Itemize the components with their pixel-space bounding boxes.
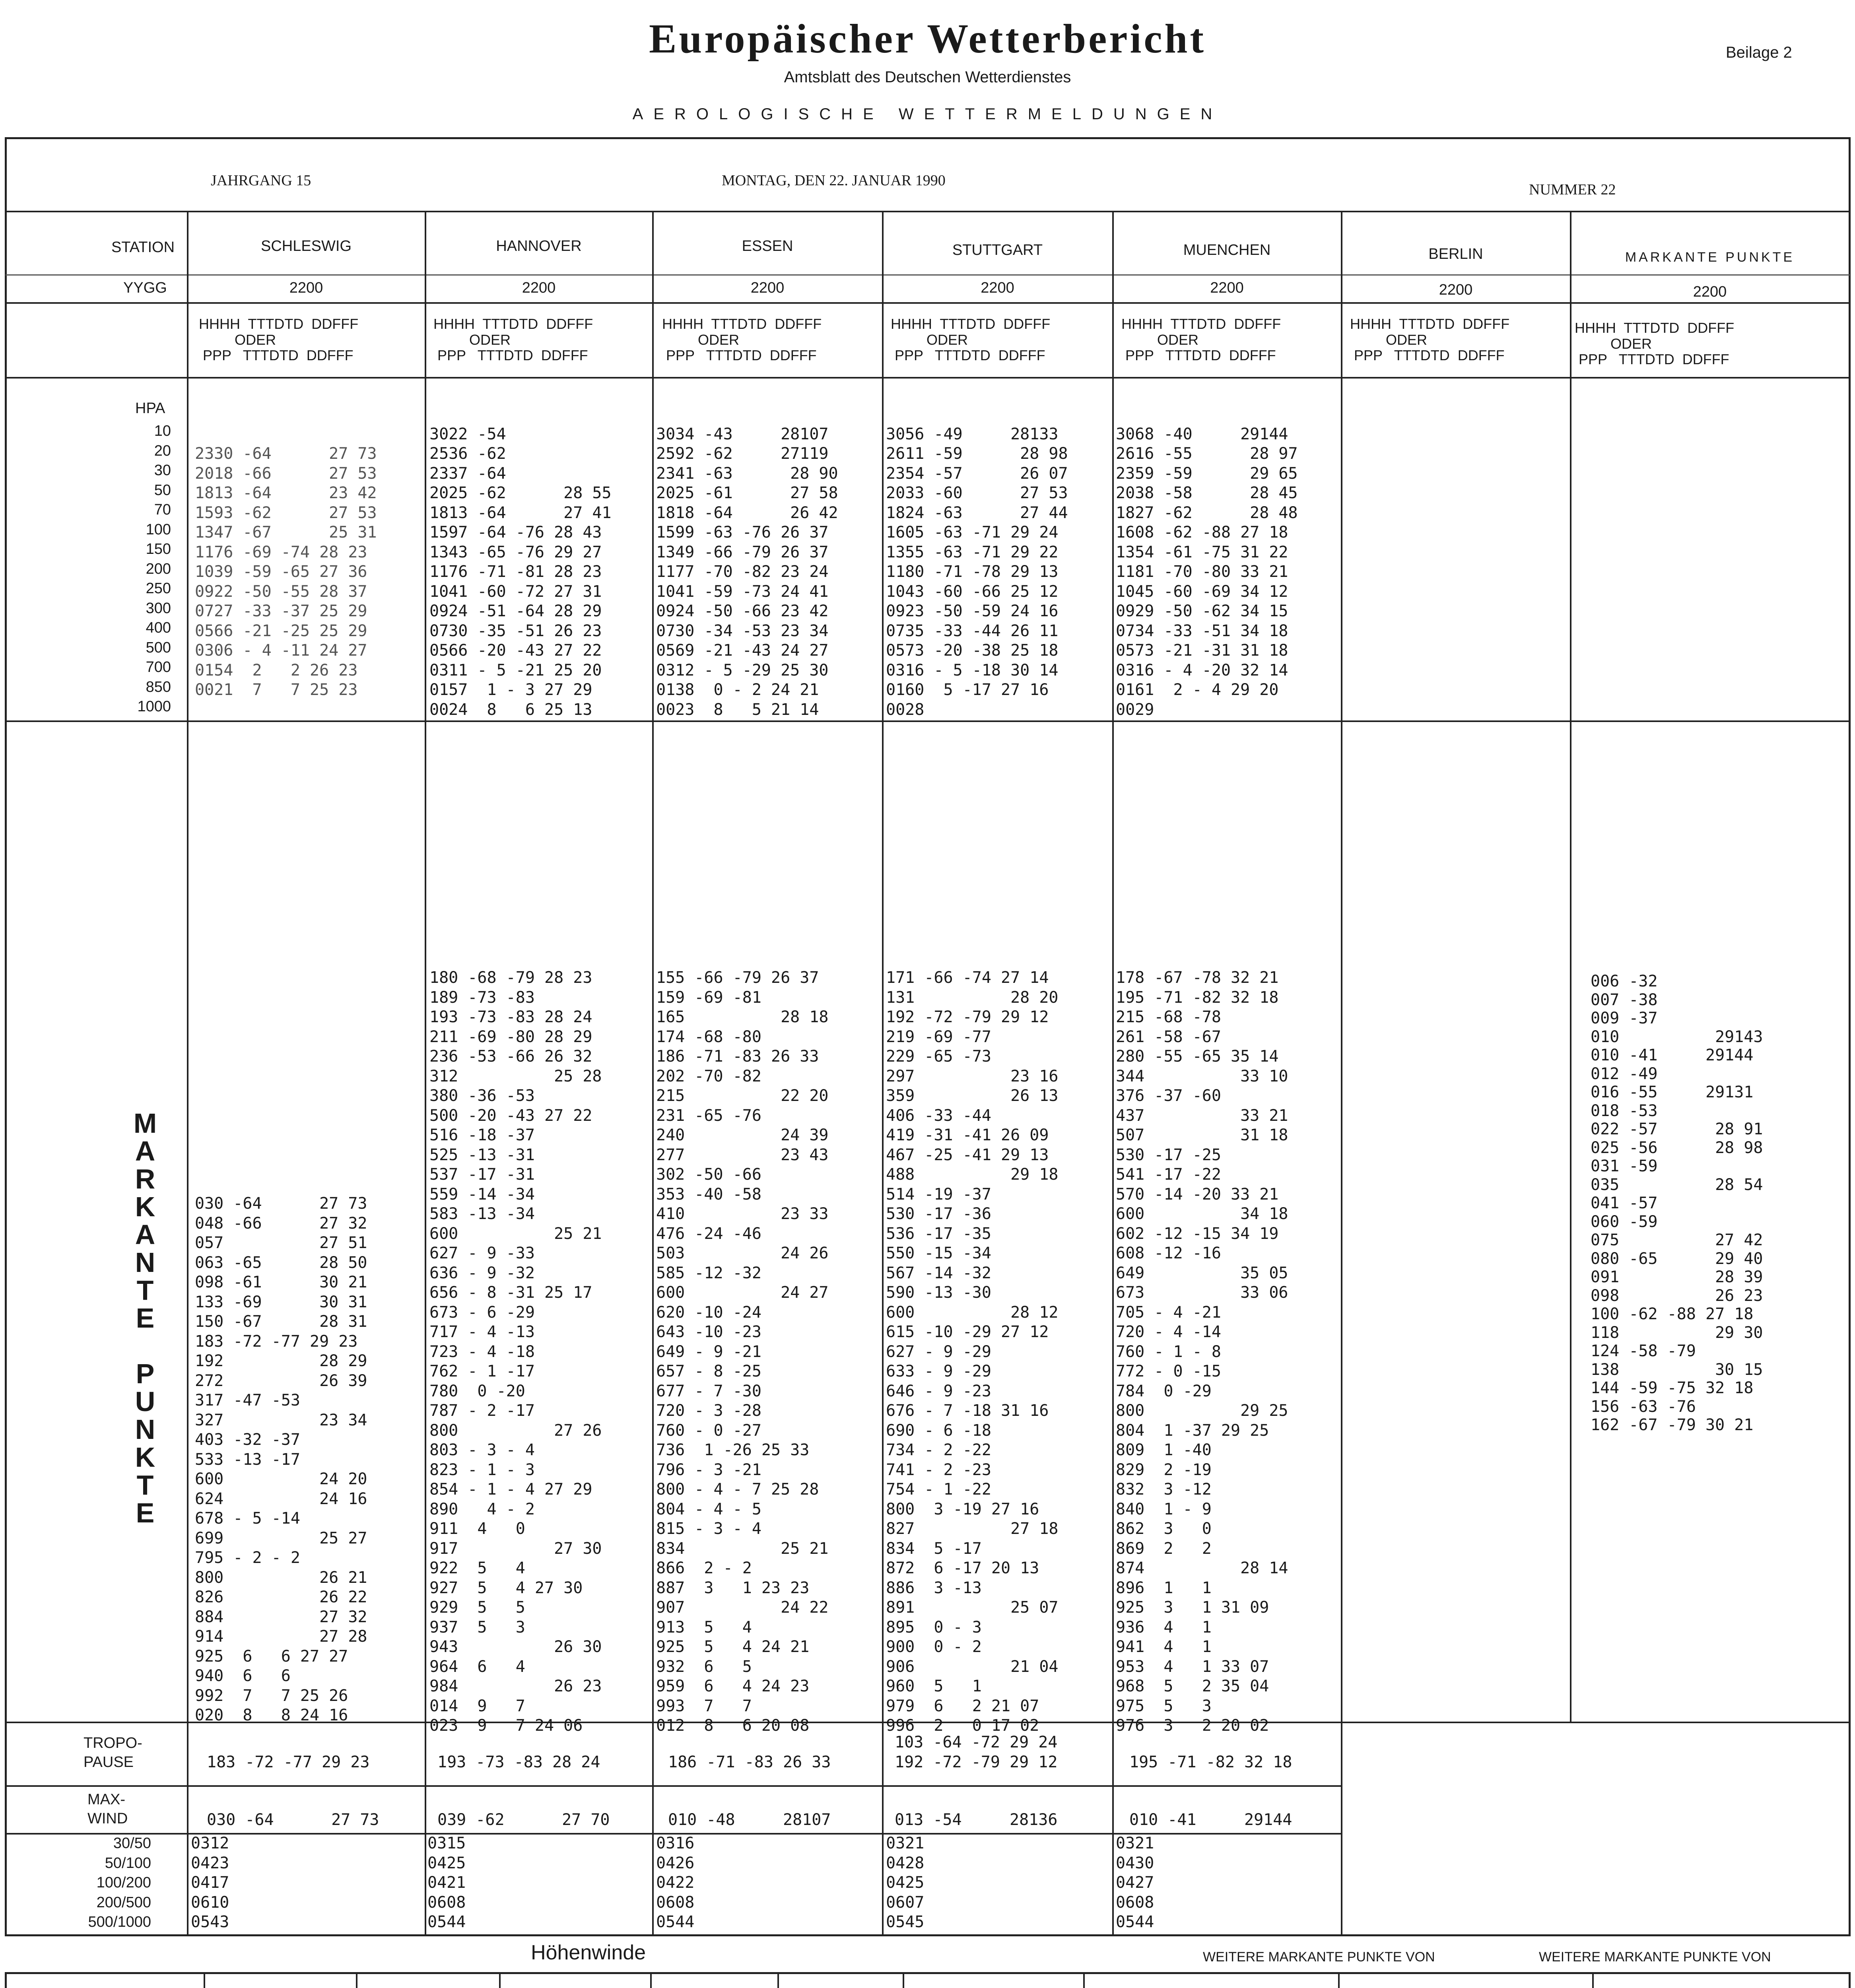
column-header-schleswig: HHHH TTTDTD DDFFF ODER PPP TTTDTD DDFFF xyxy=(199,316,359,364)
report-subtitle: Amtsblatt des Deutschen Wetterdienstes xyxy=(784,68,1071,86)
tropopause-schleswig: 183 -72 -77 29 23 xyxy=(207,1753,370,1771)
lower-col-divider-5 xyxy=(777,1973,779,1988)
lower-col-divider-9 xyxy=(1592,1973,1594,1988)
lower-table-frame xyxy=(5,1972,1851,1988)
tropopause-label: TROPO- PAUSE xyxy=(84,1735,142,1771)
col-divider-1 xyxy=(187,211,188,1936)
station-name-stuttgart: STUTTGART xyxy=(952,242,1043,258)
station-time-hannover: 2200 xyxy=(522,280,556,296)
standard-levels-stuttgart: 3056 -49 28133 2611 -59 28 98 2354 -57 26 07 2033 -60 27 53 1824 -63 27 44 1605 -63 -71 29 24 1355 -63 -71 29 22 1180 -71 -78 29 13 1043 -60 -66 25 12 0923 -50 -59 24 16 0735 -33 -44 26 11 0573 -20 -38 25 18 0316 - 5 -18 30 14 0160 5 -17 27 16 0028 xyxy=(886,425,1068,719)
rule-yygg-bottom xyxy=(6,302,1850,304)
significant-points-markante: 006 -32 007 -38 009 -37 010 29143 010 -41 29144 012 -49 016 -55 29131 018 -53 022 -57 28 91 025 -56 28 98 031 -59 035 28 54 041 -57 060 -59 075 27 42 080 -65 29 40 091 28 39 098 26 23 100 -62 -88 27 18 118 29 30 124 -58 -79 138 30 15 144 -59 -75 32 18 156 -63 -76 162 -67 -79 30 21 xyxy=(1591,972,1763,1434)
standard-levels-schleswig: 2330 -64 27 73 2018 -66 27 53 1813 -64 23 42 1593 -62 27 53 1347 -67 25 31 1176 -69 -74 28 23 1039 -59 -65 27 36 0922 -50 -55 28 37 0727 -33 -37 25 29 0566 -21 -25 25 29 0306 - 4 -11 24 27 0154 2 2 26 23 0021 7 7 25 23 xyxy=(195,445,377,699)
layers-muenchen: 0321 0430 0427 0608 0544 xyxy=(1116,1834,1154,1931)
standard-levels-hannover: 3022 -54 2536 -62 2337 -64 2025 -62 28 55 1813 -64 27 41 1597 -64 -76 28 43 1343 -65 -76 29 27 1176 -71 -81 28 23 1041 -60 -72 27 31 0924 -51 -64 28 29 0730 -35 -51 26 23 0566 -20 -43 27 22 0311 - 5 -21 25 20 0157 1 - 3 27 29 0024 8 6 25 13 xyxy=(429,425,612,719)
column-header-markante: HHHH TTTDTD DDFFF ODER PPP TTTDTD DDFFF xyxy=(1575,320,1735,368)
tropopause-stuttgart: 103 -64 -72 29 24 192 -72 -79 29 12 xyxy=(895,1733,1058,1771)
lower-col-divider-4 xyxy=(650,1973,652,1988)
col-divider-6 xyxy=(1341,211,1342,1936)
station-label: STATION xyxy=(111,239,175,256)
column-header-essen: HHHH TTTDTD DDFFF ODER PPP TTTDTD DDFFF xyxy=(662,316,822,364)
tropopause-essen: 186 -71 -83 26 33 xyxy=(668,1753,831,1771)
maxwind-label: MAX- WIND xyxy=(87,1791,128,1827)
col-divider-4 xyxy=(882,211,884,1936)
markante-punkte-side-label: M A R K A N T E P U N K T E xyxy=(133,1108,157,1528)
rule-colhead-bottom xyxy=(6,377,1850,379)
more-points-label-2: WEITERE MARKANTE PUNKTE VON xyxy=(1539,1949,1771,1965)
section-heading: AEROLOGISCHE WETTERMELDUNGEN xyxy=(632,105,1223,123)
volume-label: JAHRGANG 15 xyxy=(211,172,311,189)
column-header-muenchen: HHHH TTTDTD DDFFF ODER PPP TTTDTD DDFFF xyxy=(1121,316,1281,364)
lower-col-divider-8 xyxy=(1338,1973,1340,1988)
station-time-markante: 2200 xyxy=(1693,283,1727,300)
maxwind-schleswig: 030 -64 27 73 xyxy=(207,1811,379,1829)
layers-hannover: 0315 0425 0421 0608 0544 xyxy=(427,1834,466,1931)
lower-col-divider-7 xyxy=(1083,1973,1085,1988)
hoehenwinde-title: Höhenwinde xyxy=(531,1941,646,1964)
column-header-hannover: HHHH TTTDTD DDFFF ODER PPP TTTDTD DDFFF xyxy=(433,316,593,364)
significant-points-hannover: 180 -68 -79 28 23 189 -73 -83 193 -73 -83 28 24 211 -69 -80 28 29 236 -53 -66 26 32 312 25 28 380 -36 -53 500 -20 -43 27 22 516 -18 -37 525 -13 -31 537 -17 -31 559 -14 -34 583 -13 -34 600 25 21 627 - 9 -33 636 - 9 -32 656 - 8 -31 25 17 673 - 6 -29 717 - 4 -13 723 - 4 -18 762 - 1 -17 780 0 -20 787 - 2 -17 800 27 26 803 - 3 - 4 823 - 1 - 3 854 - 1 - 4 27 29 890 4 - 2 911 4 0 917 27 30 922 5 4 927 5 4 27 30 929 5 5 937 5 3 943 26 30 964 6 4 984 26 23 014 9 7 023 9 7 24 06 xyxy=(429,969,602,1735)
lower-col-divider-6 xyxy=(903,1973,904,1988)
rule-station-mid xyxy=(6,274,1850,276)
col-divider-7 xyxy=(1570,211,1571,1722)
station-time-essen: 2200 xyxy=(750,280,785,296)
hpa-label: HPA xyxy=(135,400,165,417)
lower-col-divider-2 xyxy=(356,1973,357,1988)
station-name-markante: MARKANTE PUNKTE xyxy=(1625,250,1795,265)
number-label: NUMMER 22 xyxy=(1529,181,1616,198)
lower-col-divider-1 xyxy=(204,1973,205,1988)
maxwind-hannover: 039 -62 27 70 xyxy=(437,1811,610,1829)
station-time-berlin: 2200 xyxy=(1439,282,1473,298)
tropopause-hannover: 193 -73 -83 28 24 xyxy=(437,1753,600,1771)
standard-levels-essen: 3034 -43 28107 2592 -62 27119 2341 -63 28 90 2025 -61 27 58 1818 -64 26 42 1599 -63 -76 26 37 1349 -66 -79 26 37 1177 -70 -82 23 24 1041 -59 -73 24 41 0924 -50 -66 23 42 0730 -34 -53 23 34 0569 -21 -43 24 27 0312 - 5 -29 25 30 0138 0 - 2 24 21 0023 8 5 21 14 xyxy=(656,425,838,719)
station-name-berlin: BERLIN xyxy=(1428,246,1483,262)
standard-levels-muenchen: 3068 -40 29144 2616 -55 28 97 2359 -59 29 65 2038 -58 28 45 1827 -62 28 48 1608 -62 -88 27 18 1354 -61 -75 31 22 1181 -70 -80 33 21 1045 -60 -69 34 12 0929 -50 -62 34 15 0734 -33 -51 34 18 0573 -21 -31 31 18 0316 - 4 -20 32 14 0161 2 - 4 29 20 0029 xyxy=(1116,425,1298,719)
col-divider-3 xyxy=(652,211,654,1936)
layers-schleswig: 0312 0423 0417 0610 0543 xyxy=(191,1834,229,1931)
layers-essen: 0316 0426 0422 0608 0544 xyxy=(656,1834,695,1931)
station-time-muenchen: 2200 xyxy=(1210,280,1244,296)
station-time-stuttgart: 2200 xyxy=(981,280,1014,296)
lower-col-divider-3 xyxy=(499,1973,501,1988)
significant-points-essen: 155 -66 -79 26 37 159 -69 -81 165 28 18 174 -68 -80 186 -71 -83 26 33 202 -70 -82 215 22 20 231 -65 -76 240 24 39 277 23 43 302 -50 -66 353 -40 -58 410 23 33 476 -24 -46 503 24 26 585 -12 -32 600 24 27 620 -10 -24 643 -10 -23 649 - 9 -21 657 - 8 -25 677 - 7 -30 720 - 3 -28 760 - 0 -27 736 1 -26 25 33 796 - 3 -21 800 - 4 - 7 25 28 804 - 4 - 5 815 - 3 - 4 834 25 21 866 2 - 2 887 3 1 23 23 907 24 22 913 5 4 925 5 4 24 21 932 6 5 959 6 4 24 23 993 7 7 012 8 6 20 08 xyxy=(656,969,829,1735)
significant-points-muenchen: 178 -67 -78 32 21 195 -71 -82 32 18 215 -68 -78 261 -58 -67 280 -55 -65 35 14 344 33 10 376 -37 -60 437 33 21 507 31 18 530 -17 -25 541 -17 -22 570 -14 -20 33 21 600 34 18 602 -12 -15 34 19 608 -12 -16 649 35 05 673 33 06 705 - 4 -21 720 - 4 -14 760 - 1 - 8 772 - 0 -15 784 0 -29 800 29 25 804 1 -37 29 25 809 1 -40 829 2 -19 832 3 -12 840 1 - 9 862 3 0 869 2 2 874 28 14 896 1 1 925 3 1 31 09 936 4 1 941 4 1 953 4 1 33 07 968 5 2 35 04 975 5 3 976 3 2 20 02 xyxy=(1116,969,1288,1735)
col-divider-5 xyxy=(1112,211,1114,1936)
layers-stuttgart: 0321 0428 0425 0607 0545 xyxy=(886,1834,925,1931)
station-name-hannover: HANNOVER xyxy=(496,238,582,254)
station-name-essen: ESSEN xyxy=(742,238,793,254)
significant-points-schleswig: 030 -64 27 73 048 -66 27 32 057 27 51 063 -65 28 50 098 -61 30 21 133 -69 30 31 150 -67 28 31 183 -72 -77 29 23 192 28 29 272 26 39 317 -47 -53 327 23 34 403 -32 -37 533 -13 -17 600 24 20 624 24 16 678 - 5 -14 699 25 27 795 - 2 - 2 800 26 21 826 26 22 884 27 32 914 27 28 925 6 6 27 27 940 6 6 992 7 7 25 26 020 8 8 24 16 xyxy=(195,1194,367,1724)
significant-points-stuttgart: 171 -66 -74 27 14 131 28 20 192 -72 -79 29 12 219 -69 -77 229 -65 -73 297 23 16 359 26 13 406 -33 -44 419 -31 -41 26 09 467 -25 -41 29 13 488 29 18 514 -19 -37 530 -17 -36 536 -17 -35 550 -15 -34 567 -14 -32 590 -13 -30 600 28 12 615 -10 -29 27 12 627 - 9 -29 633 - 9 -29 646 - 9 -23 676 - 7 -18 31 16 690 - 6 -18 734 - 2 -22 741 - 2 -23 754 - 1 -22 800 3 -19 27 16 827 27 18 834 5 -17 872 6 -17 20 13 886 3 -13 891 25 07 895 0 - 3 900 0 - 2 906 21 04 960 5 1 979 6 2 21 07 996 2 0 17 02 xyxy=(886,969,1059,1735)
tropopause-muenchen: 195 -71 -82 32 18 xyxy=(1129,1753,1292,1771)
column-header-berlin: HHHH TTTDTD DDFFF ODER PPP TTTDTD DDFFF xyxy=(1350,316,1510,364)
col-divider-2 xyxy=(425,211,426,1936)
report-title: Europäischer Wetterbericht xyxy=(649,16,1206,62)
hpa-levels: 10 20 30 50 70 100 150 200 250 300 400 500 700 850 1000 xyxy=(137,423,171,715)
rule-standard-bottom xyxy=(6,720,1850,722)
more-points-label-1: WEITERE MARKANTE PUNKTE VON xyxy=(1203,1949,1435,1965)
station-name-muenchen: MUENCHEN xyxy=(1183,242,1271,258)
maxwind-essen: 010 -48 28107 xyxy=(668,1811,831,1829)
layer-labels: 30/50 50/100 100/200 200/500 500/1000 xyxy=(88,1835,151,1930)
station-time-schleswig: 2200 xyxy=(289,280,323,296)
rule-header-bottom xyxy=(6,211,1850,212)
maxwind-muenchen: 010 -41 29144 xyxy=(1129,1811,1292,1829)
yygg-label: YYGG xyxy=(123,280,167,296)
column-header-stuttgart: HHHH TTTDTD DDFFF ODER PPP TTTDTD DDFFF xyxy=(891,316,1051,364)
supplement-label: Beilage 2 xyxy=(1726,44,1792,61)
maxwind-stuttgart: 013 -54 28136 xyxy=(895,1811,1058,1829)
station-name-schleswig: SCHLESWIG xyxy=(260,238,352,254)
rule-tropo-bottom xyxy=(6,1785,1342,1787)
date-label: MONTAG, DEN 22. JANUAR 1990 xyxy=(722,172,946,189)
